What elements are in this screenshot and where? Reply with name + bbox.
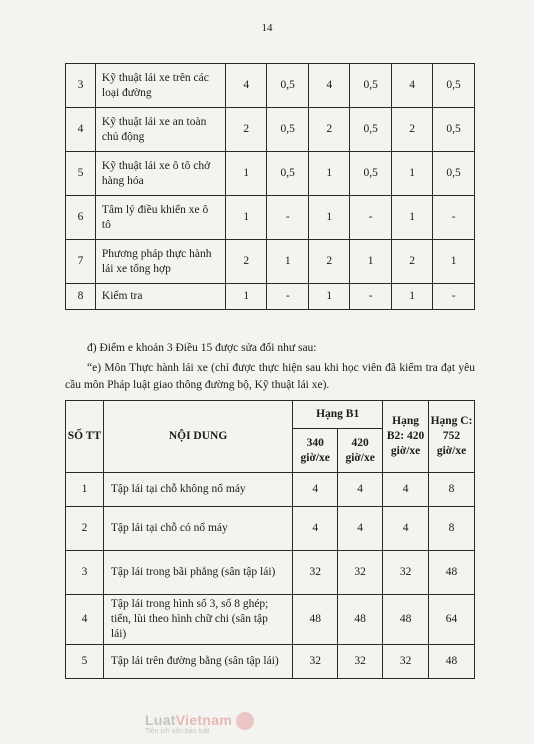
cell-value: 2 [309,240,350,284]
table-row [66,284,475,310]
header-b1-340: 340 giờ/xe [293,429,338,473]
cell-value: 48 [293,595,338,645]
cell-value: 0,5 [350,152,392,196]
cell-value: 8 [429,507,475,551]
row-content: Tâm lý điều khiển xe ô tô [95,196,225,240]
cell-value: 32 [338,645,383,679]
cell-value: 1 [433,240,475,284]
header-b1-420: 420 giờ/xe [338,429,383,473]
cell-value: 1 [267,240,309,284]
table-row [66,108,475,152]
cell-value: 0,5 [267,152,309,196]
cell-value: 48 [338,595,383,645]
cell-value: 4 [383,473,429,507]
row-content: Tập lái trong bãi phẳng (sân tập lái) [103,551,292,595]
cell-value: 4 [293,473,338,507]
cell-value: 1 [309,284,350,310]
row-content: Kỹ thuật lái xe an toàn chủ động [95,108,225,152]
cell-value: 2 [309,108,350,152]
cell-value: 1 [392,152,433,196]
table-row [66,645,475,679]
cell-value: 32 [383,551,429,595]
cell-value: 4 [338,473,383,507]
cell-value: 0,5 [350,64,392,108]
cell-value: 48 [429,645,475,679]
row-content: Kỹ thuật lái xe ô tô chở hàng hóa [95,152,225,196]
header-hang-b1: Hạng B1 [293,401,383,429]
header-hang-c: Hạng C: 752 giờ/xe [429,401,475,473]
cell-value: 1 [226,284,267,310]
cell-value: 0,5 [433,152,475,196]
cell-value: 48 [383,595,429,645]
table-row [66,64,475,108]
table-row [66,473,475,507]
cell-value: 0,5 [433,64,475,108]
cell-value: 32 [338,551,383,595]
practical-driving-hours-table [65,400,475,679]
amendment-clause-d: đ) Điểm e khoản 3 Điều 15 được sửa đổi như sau: [87,342,317,354]
cell-value: 4 [383,507,429,551]
cell-value: 32 [383,645,429,679]
amendment-clause-e: “e) Môn Thực hành lái xe (chỉ được thực hiện sau khi học viên đã kiểm tra đạt yêu cầu môn Pháp luật giao thông đường bộ, Kỹ thuật lái xe). [65,362,475,391]
row-number: 3 [66,64,96,108]
row-number: 2 [66,507,104,551]
cell-value: 0,5 [433,108,475,152]
row-number: 7 [66,240,96,284]
cell-value: 1 [226,152,267,196]
cell-value: 4 [309,64,350,108]
cell-value: - [433,284,475,310]
header-stt: SỐ TT [66,401,104,473]
cell-value: 1 [309,196,350,240]
header-content: NỘI DUNG [103,401,292,473]
cell-value: 8 [429,473,475,507]
header-hang-b2: Hạng B2: 420 giờ/xe [383,401,429,473]
table-row [66,551,475,595]
cell-value: - [350,284,392,310]
cell-value: 2 [226,108,267,152]
row-number: 1 [66,473,104,507]
cell-value: 1 [392,196,433,240]
row-content: Kiểm tra [95,284,225,310]
cell-value: 32 [293,551,338,595]
row-content: Tập lái tại chỗ không nổ máy [103,473,292,507]
cell-value: 4 [392,64,433,108]
watermark-logo [145,712,254,735]
row-number: 4 [66,108,96,152]
row-number: 8 [66,284,96,310]
table-row [66,196,475,240]
cell-value: 0,5 [350,108,392,152]
cell-value: 4 [226,64,267,108]
table-row [66,507,475,551]
table-row [66,595,475,645]
cell-value: 1 [392,284,433,310]
table-row [66,152,475,196]
table-row [66,240,475,284]
row-content: Tập lái trong hình số 3, số 8 ghép; tiến, lùi theo hình chữ chi (sân tập lái) [103,595,292,645]
cell-value: - [267,284,309,310]
row-content: Tập lái tại chỗ có nổ máy [103,507,292,551]
row-number: 5 [66,645,104,679]
cell-value: - [267,196,309,240]
cell-value: 1 [309,152,350,196]
cell-value: 64 [429,595,475,645]
cell-value: - [433,196,475,240]
cell-value: 0,5 [267,64,309,108]
cell-value: 4 [293,507,338,551]
cell-value: 1 [226,196,267,240]
row-number: 3 [66,551,104,595]
brand-mark-icon [236,712,254,730]
cell-value: 2 [392,240,433,284]
cell-value: 2 [226,240,267,284]
row-content: Phương pháp thực hành lái xe tổng hợp [95,240,225,284]
row-number: 4 [66,595,104,645]
cell-value: 0,5 [267,108,309,152]
cell-value: 4 [338,507,383,551]
training-hours-table-theory [65,63,475,310]
row-content: Kỹ thuật lái xe trên các loại đường [95,64,225,108]
row-content: Tập lái trên đường bằng (sân tập lái) [103,645,292,679]
page-number: 14 [261,22,273,34]
row-number: 6 [66,196,96,240]
cell-value: 1 [350,240,392,284]
row-number: 5 [66,152,96,196]
cell-value: 2 [392,108,433,152]
watermark-brand-b: Vietnam [175,712,233,728]
watermark-brand-a: Luat [145,712,176,728]
cell-value: 48 [429,551,475,595]
cell-value: - [350,196,392,240]
cell-value: 32 [293,645,338,679]
watermark-tagline: Tiện ích văn bản luật [145,728,210,736]
